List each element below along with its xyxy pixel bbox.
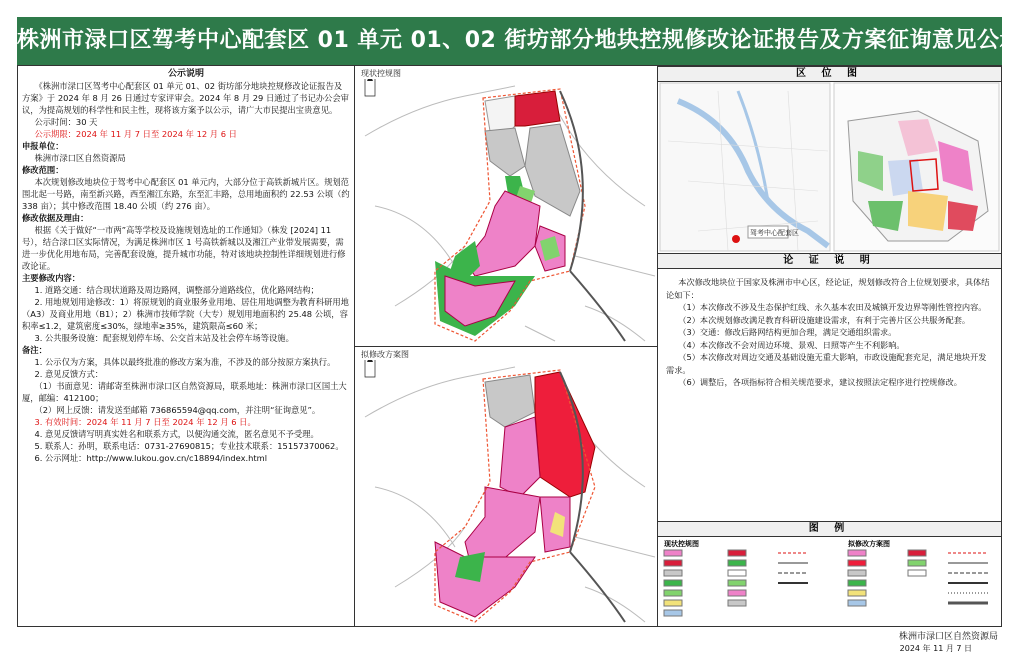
content-item: 2. 用地规划用途修改：1）将原规划的商业服务业用地、居住用地调整为教育科研用地（A3）及商业用地（B1）；2）株洲市技师学院（大专）规划用地面积约 25.48 公顷，容积率≤1.2，建筑密度≤30%，绿地率≥35%，建筑限高≤60 米；	[22, 297, 349, 331]
info-column	[658, 66, 1001, 626]
current-map-label: 现状控规图	[361, 69, 401, 78]
current-parcels	[435, 91, 580, 336]
notice-heading: 公示说明	[167, 69, 204, 79]
content-label: 主要修改内容：	[22, 273, 81, 283]
note-item: 4. 意见反馈请写明真实姓名和联系方式，以便沟通交流，匿名意见不予受理。	[34, 429, 319, 439]
org-name: 株洲市渌口区自然资源局	[34, 153, 126, 163]
location-pin-label: 驾考中心配套区	[750, 229, 799, 237]
note-item: 5. 联系人：孙明，联系电话：0731-27690815；专业技术联系：15157370062。	[34, 441, 344, 451]
note-label: 备注：	[22, 345, 47, 355]
footer-date: 2024 年 11 月 7 日	[899, 644, 972, 653]
note-item: （2）网上反馈：请发送至邮箱 736865594@qq.com，并注明“征询意见”。	[34, 405, 321, 415]
note-item: 1. 公示仅为方案，具体以最终批准的修改方案为准，不涉及的部分按原方案执行。	[34, 357, 336, 367]
legend-swatches	[658, 536, 1001, 626]
notice-period-range: 公示期限：2024 年 11 月 7 日至 2024 年 12 月 6 日	[34, 129, 237, 139]
content-item: 3. 公共服务设施：配套规划停车场、公交首末站及社会停车场等设施。	[34, 333, 294, 343]
legend-proposed-label: 拟修改方案图	[848, 540, 890, 548]
current-plan-map	[355, 66, 657, 347]
argument-para: 本次修改地块位于国家及株洲市中心区，经论证，规划修改符合上位规划要求，具体结论如下：	[666, 277, 990, 300]
note-item: （1）书面意见：请邮寄至株洲市渌口区自然资源局，联系地址：株洲市渌口区国土大厦，邮编：412100；	[22, 381, 347, 403]
notice-document	[22, 68, 350, 622]
proposed-map-label: 拟修改方案图	[361, 350, 409, 359]
notice-intro: 《株洲市渌口区驾考中心配套区 01 单元 01、02 街坊部分地块控规修改论证报告及方案》于 2024 年 8 月 26 日通过专家评审会。2024 年 8 月 29 日通过了书记办公会审议，为提高规划的科学性和民主性，现将该方案予以公示，请广大市民提出宝贵意见。	[22, 81, 349, 115]
footer-org: 株洲市渌口区自然资源局	[898, 632, 998, 642]
proposed-plan-svg	[355, 347, 657, 626]
legend-title: 图 例	[658, 521, 1001, 537]
argument-text	[666, 276, 993, 506]
reason-label: 修改依据及理由：	[22, 213, 89, 223]
location-map-svg	[658, 81, 1001, 253]
scope-label: 修改范围：	[22, 165, 64, 175]
proposed-plan-map	[355, 347, 657, 626]
note-item: 3. 有效时间：2024 年 11 月 7 日至 2024 年 12 月 6 日。	[34, 417, 256, 427]
content-item: 1. 道路交通：结合现状道路及周边路网，调整部分道路线位，优化路网结构；	[34, 285, 319, 295]
notice-column	[18, 66, 355, 626]
legend-current-label: 现状控规图	[664, 540, 699, 548]
location-maps	[658, 81, 1001, 253]
poster-frame	[17, 65, 1002, 627]
argument-title: 论 证 说 明	[658, 253, 1001, 269]
current-plan-svg	[355, 66, 657, 346]
reason-text: 根据《关于做好“一市两”高等学校及设施规划选址的工作通知》（株发 [2024] 11 号），结合渌口区实际情况，为满足株洲市区 1 号高铁新城以及湘江产业带发展需要，需进一步优化用地布局，完善配套设施，提升城市功能，特对该地块控制性详细规划进行修改论证。	[22, 225, 346, 271]
legend-area	[658, 536, 1001, 626]
note-item: 6. 公示网址：http://www.lukou.gov.cn/c18894/index.html	[34, 453, 268, 463]
scope-text: 本次规划修改地块位于驾考中心配套区 01 单元内，大部分位于高铁新城片区。规划范围北起一号路，南至新兴路，西至湘江东路，东至汇丰路，总用地面积约 22.53 公顷（约 338 亩）；其中修改范围 18.40 公顷（约 276 亩）。	[22, 177, 350, 211]
location-title: 区 位 图	[658, 66, 1001, 82]
maps-column	[355, 66, 658, 626]
note-item: 2. 意见反馈方式：	[34, 369, 104, 379]
argument-para: （4）本次修改不会对周边环境、景观、日照等产生不利影响。	[678, 339, 905, 350]
argument-para: （1）本次修改不涉及生态保护红线、永久基本农田及城镇开发边界等刚性管控内容。	[678, 302, 987, 312]
notice-period-label: 公示时间：30 天	[34, 117, 98, 127]
argument-para: （5）本次修改对周边交通及基础设施无重大影响，市政设施配套充足，满足地块开发需求。	[666, 352, 987, 375]
page-title-banner: 株洲市渌口区驾考中心配套区 01 单元 01、02 街坊部分地块控规修改论证报告及方案征询意见公示	[17, 17, 1002, 65]
argument-para: （3）交通：修改后路网结构更加合理，满足交通组织需求。	[678, 327, 897, 337]
argument-para: （2）本次规划修改满足教育科研设施建设需求，有利于完善片区公共服务配套。	[678, 314, 971, 325]
org-label: 申报单位：	[22, 141, 64, 151]
argument-para: （6）调整后，各项指标符合相关规范要求，建议按照法定程序进行控规修改。	[678, 377, 962, 387]
